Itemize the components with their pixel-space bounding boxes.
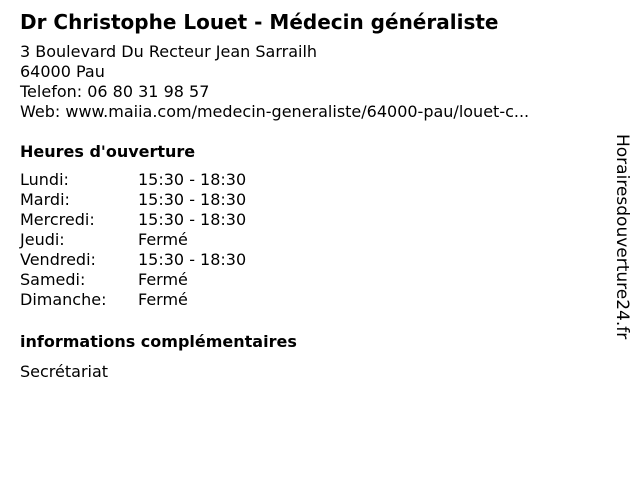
page-title: Dr Christophe Louet - Médecin généraliste xyxy=(20,10,499,34)
day-label: Lundi: xyxy=(20,170,69,189)
hours-row-tuesday xyxy=(20,190,600,210)
day-label: Dimanche: xyxy=(20,290,107,309)
website-link[interactable]: Web: www.maiia.com/medecin-generaliste/64000-pau/louet-c... xyxy=(20,102,530,121)
time-value: 15:30 - 18:30 xyxy=(138,210,247,229)
day-label: Mardi: xyxy=(20,190,70,209)
street-address: 3 Boulevard Du Recteur Jean Sarrailh xyxy=(20,42,318,61)
time-value: Fermé xyxy=(138,270,188,289)
time-value: 15:30 - 18:30 xyxy=(138,170,247,189)
additional-info-text: Secrétariat xyxy=(20,362,109,381)
hours-row-wednesday xyxy=(20,210,600,230)
day-label: Vendredi: xyxy=(20,250,96,269)
day-label: Mercredi: xyxy=(20,210,95,229)
site-watermark: Horairesdouverture24.fr xyxy=(612,134,632,340)
hours-row-monday xyxy=(20,170,600,190)
additional-info-heading: informations complémentaires xyxy=(20,332,297,351)
time-value: 15:30 - 18:30 xyxy=(138,250,247,269)
hours-row-sunday xyxy=(20,290,600,310)
hours-row-saturday xyxy=(20,270,600,290)
hours-row-thursday xyxy=(20,230,600,250)
business-card xyxy=(20,10,600,382)
time-value: Fermé xyxy=(138,290,188,309)
opening-hours-heading: Heures d'ouverture xyxy=(20,142,196,161)
time-value: 15:30 - 18:30 xyxy=(138,190,247,209)
time-value: Fermé xyxy=(138,230,188,249)
day-label: Jeudi: xyxy=(20,230,65,249)
day-label: Samedi: xyxy=(20,270,86,289)
phone-number: Telefon: 06 80 31 98 57 xyxy=(20,82,210,101)
hours-row-friday xyxy=(20,250,600,270)
city-address: 64000 Pau xyxy=(20,62,105,81)
